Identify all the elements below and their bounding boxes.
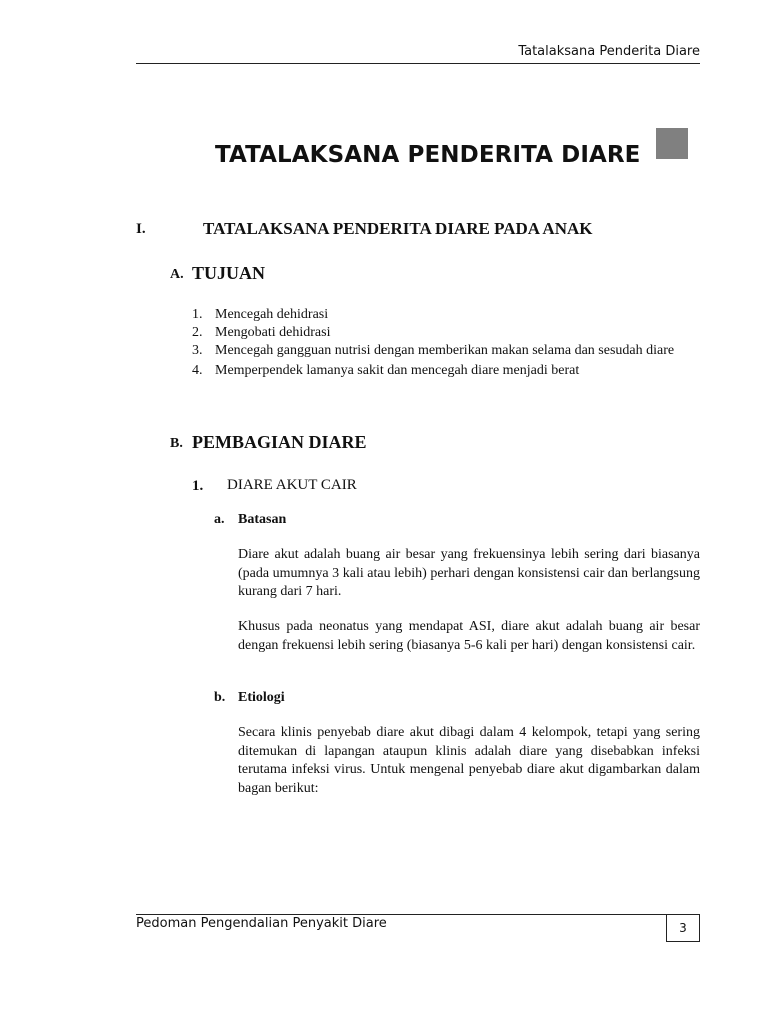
footer-divider	[136, 914, 700, 915]
section-title: TATALAKSANA PENDERITA DIARE PADA ANAK	[203, 219, 593, 238]
subheading-text: Batasan	[238, 512, 287, 527]
subsection-letter-b: B.	[170, 436, 183, 451]
list-item-text: Mengobati dehidrasi	[215, 325, 331, 340]
paragraph-batasan-2: Khusus pada neonatus yang mendapat ASI, diare akut adalah buang air besar dengan frekuensi lebih sering (biasanya 5-6 kali per hari) dengan konsistensi cair.	[238, 619, 700, 653]
list-item-number: 2.	[192, 325, 203, 340]
footer-title: Pedoman Pengendalian Penyakit Diare	[136, 916, 387, 931]
subheading-etiologi	[214, 690, 285, 706]
list-item	[192, 362, 700, 380]
document-title: TATALAKSANA PENDERITA DIARE	[215, 142, 641, 168]
list-item-number: 3.	[192, 343, 203, 358]
page-number: 3	[666, 914, 700, 942]
section-number: I.	[136, 221, 146, 237]
list-item-number: 4.	[192, 363, 203, 378]
header-divider	[136, 63, 700, 64]
objectives-list	[192, 306, 700, 380]
item-title: DIARE AKUT CAIR	[227, 477, 357, 493]
subheading-text: Etiologi	[238, 690, 285, 705]
subsection-title-pembagian: PEMBAGIAN DIARE	[192, 432, 367, 452]
subheading-letter: a.	[214, 512, 225, 527]
gray-square-marker	[656, 128, 688, 159]
list-item-text: Mencegah gangguan nutrisi dengan memberikan makan selama dan sesudah diare	[215, 343, 675, 358]
subsection-letter-a: A.	[170, 267, 184, 282]
list-item	[192, 342, 700, 360]
list-item-number: 1.	[192, 307, 203, 322]
running-header: Tatalaksana Penderita Diare	[518, 44, 700, 59]
paragraph-batasan-1: Diare akut adalah buang air besar yang frekuensinya lebih sering dari biasanya (pada umumnya 3 kali atau lebih) perhari dengan konsistensi cair dan berlangsung kurang dari 7 hari.	[238, 547, 700, 599]
subsection-title-tujuan: TUJUAN	[192, 263, 266, 283]
subheading-batasan	[214, 512, 286, 528]
list-item-text: Memperpendek lamanya sakit dan mencegah diare menjadi berat	[215, 363, 580, 378]
list-item	[192, 306, 700, 324]
subheading-letter: b.	[214, 690, 226, 705]
item-number: 1.	[192, 478, 204, 494]
paragraph-etiologi: Secara klinis penyebab diare akut dibagi dalam 4 kelompok, tetapi yang sering ditemukan di lapangan ataupun klinis adalah diare yang disebabkan infeksi terutama infeksi virus. Untuk mengenal penyebab diare akut digambarkan dalam bagan berikut:	[238, 725, 700, 796]
list-item	[192, 324, 700, 342]
list-item-text: Mencegah dehidrasi	[215, 307, 329, 322]
